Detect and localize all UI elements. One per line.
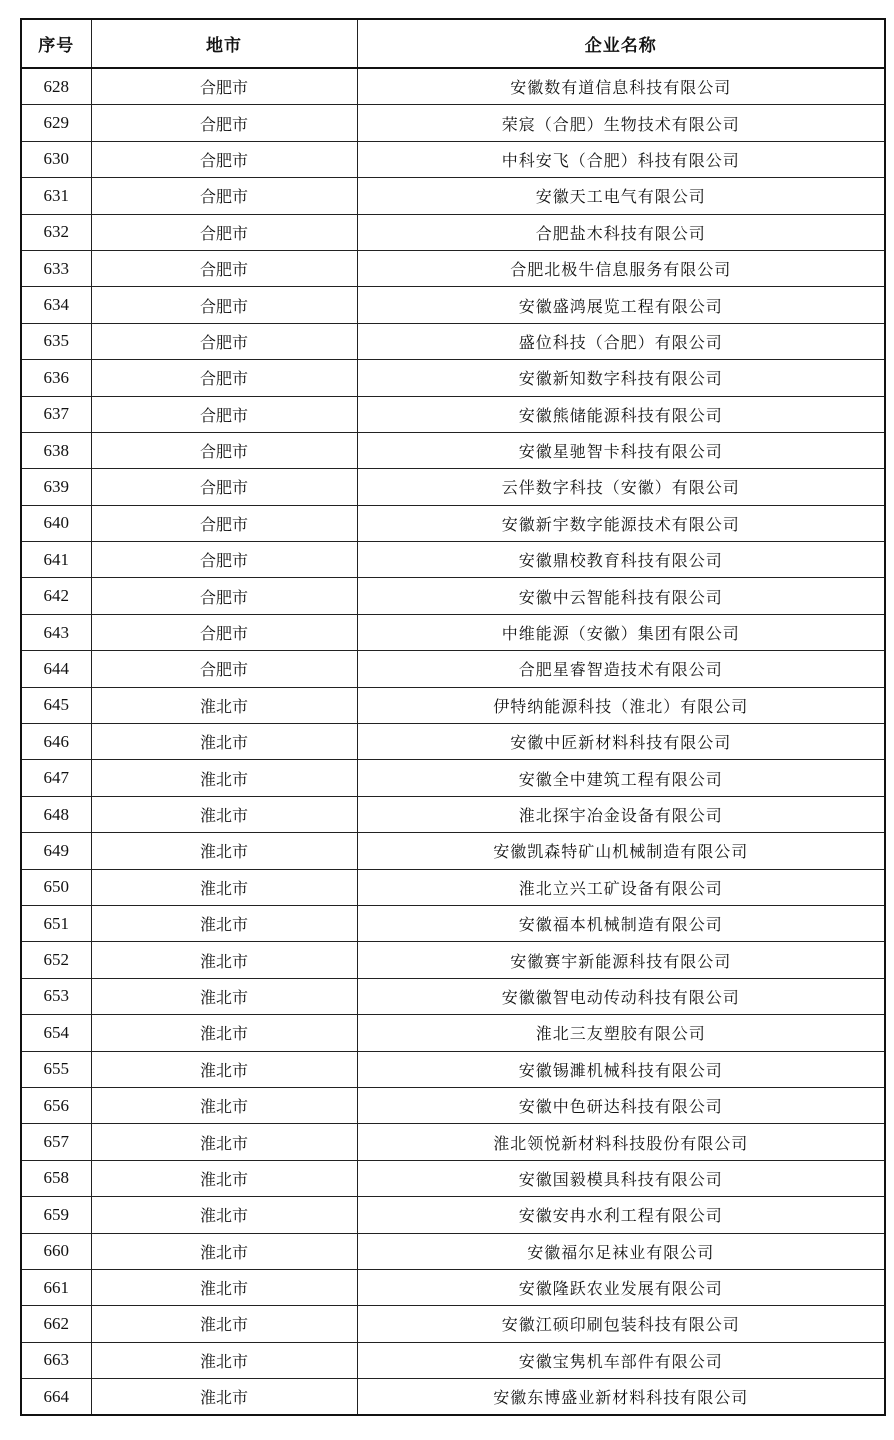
table-row xyxy=(21,869,885,905)
table-row xyxy=(21,978,885,1014)
row-city-cell: 淮北市 xyxy=(91,796,357,832)
row-seq-cell: 658 xyxy=(21,1160,91,1196)
row-company-cell: 安徽江硕印刷包装科技有限公司 xyxy=(357,1306,885,1342)
row-city-cell: 合肥市 xyxy=(91,141,357,177)
table-row xyxy=(21,1233,885,1269)
row-seq-cell: 644 xyxy=(21,651,91,687)
row-city-cell: 淮北市 xyxy=(91,1087,357,1123)
row-seq-cell: 643 xyxy=(21,614,91,650)
table-row xyxy=(21,469,885,505)
row-company-cell: 安徽徽智电动传动科技有限公司 xyxy=(357,978,885,1014)
row-seq-cell: 633 xyxy=(21,250,91,286)
row-company-cell: 安徽星驰智卡科技有限公司 xyxy=(357,432,885,468)
table-row xyxy=(21,432,885,468)
row-seq-cell: 631 xyxy=(21,178,91,214)
row-seq-cell: 645 xyxy=(21,687,91,723)
row-seq-cell: 642 xyxy=(21,578,91,614)
row-seq-cell: 637 xyxy=(21,396,91,432)
table-row xyxy=(21,105,885,141)
row-city-cell: 淮北市 xyxy=(91,1379,357,1416)
row-seq-cell: 654 xyxy=(21,1015,91,1051)
header-city: 地市 xyxy=(91,19,357,68)
row-city-cell: 合肥市 xyxy=(91,323,357,359)
row-seq-cell: 656 xyxy=(21,1087,91,1123)
row-city-cell: 合肥市 xyxy=(91,105,357,141)
row-company-cell: 安徽福尔足袜业有限公司 xyxy=(357,1233,885,1269)
row-company-cell: 安徽凯森特矿山机械制造有限公司 xyxy=(357,833,885,869)
row-city-cell: 淮北市 xyxy=(91,724,357,760)
enterprise-table xyxy=(20,18,886,1416)
table-row xyxy=(21,214,885,250)
row-company-cell: 安徽新知数字科技有限公司 xyxy=(357,360,885,396)
row-seq-cell: 639 xyxy=(21,469,91,505)
table-row xyxy=(21,578,885,614)
table-row xyxy=(21,1051,885,1087)
row-company-cell: 合肥盐木科技有限公司 xyxy=(357,214,885,250)
enterprise-list-sheet xyxy=(20,18,884,1416)
row-city-cell: 淮北市 xyxy=(91,1269,357,1305)
row-seq-cell: 630 xyxy=(21,141,91,177)
row-seq-cell: 661 xyxy=(21,1269,91,1305)
row-seq-cell: 660 xyxy=(21,1233,91,1269)
row-seq-cell: 632 xyxy=(21,214,91,250)
table-row xyxy=(21,542,885,578)
row-company-cell: 伊特纳能源科技（淮北）有限公司 xyxy=(357,687,885,723)
row-city-cell: 合肥市 xyxy=(91,432,357,468)
row-seq-cell: 657 xyxy=(21,1124,91,1160)
table-row xyxy=(21,905,885,941)
header-seq: 序号 xyxy=(21,19,91,68)
table-header-row xyxy=(21,19,885,68)
table-row xyxy=(21,1160,885,1196)
row-company-cell: 合肥北极牛信息服务有限公司 xyxy=(357,250,885,286)
row-company-cell: 淮北立兴工矿设备有限公司 xyxy=(357,869,885,905)
table-row xyxy=(21,1269,885,1305)
table-row xyxy=(21,1124,885,1160)
row-seq-cell: 653 xyxy=(21,978,91,1014)
table-row xyxy=(21,724,885,760)
row-seq-cell: 652 xyxy=(21,942,91,978)
row-company-cell: 荣宸（合肥）生物技术有限公司 xyxy=(357,105,885,141)
row-city-cell: 淮北市 xyxy=(91,1124,357,1160)
row-seq-cell: 650 xyxy=(21,869,91,905)
row-company-cell: 中维能源（安徽）集团有限公司 xyxy=(357,614,885,650)
row-company-cell: 淮北探宇冶金设备有限公司 xyxy=(357,796,885,832)
row-company-cell: 安徽天工电气有限公司 xyxy=(357,178,885,214)
row-city-cell: 合肥市 xyxy=(91,214,357,250)
table-row xyxy=(21,687,885,723)
row-company-cell: 安徽安冉水利工程有限公司 xyxy=(357,1197,885,1233)
row-seq-cell: 638 xyxy=(21,432,91,468)
row-seq-cell: 664 xyxy=(21,1379,91,1416)
row-city-cell: 淮北市 xyxy=(91,978,357,1014)
row-city-cell: 淮北市 xyxy=(91,760,357,796)
row-city-cell: 淮北市 xyxy=(91,869,357,905)
row-city-cell: 合肥市 xyxy=(91,68,357,105)
row-company-cell: 安徽中云智能科技有限公司 xyxy=(357,578,885,614)
row-seq-cell: 646 xyxy=(21,724,91,760)
row-seq-cell: 641 xyxy=(21,542,91,578)
table-row xyxy=(21,141,885,177)
row-seq-cell: 628 xyxy=(21,68,91,105)
table-row xyxy=(21,942,885,978)
row-seq-cell: 629 xyxy=(21,105,91,141)
row-company-cell: 安徽中色研达科技有限公司 xyxy=(357,1087,885,1123)
row-city-cell: 淮北市 xyxy=(91,942,357,978)
row-city-cell: 淮北市 xyxy=(91,1306,357,1342)
table-row xyxy=(21,1306,885,1342)
row-company-cell: 安徽国毅模具科技有限公司 xyxy=(357,1160,885,1196)
row-city-cell: 合肥市 xyxy=(91,614,357,650)
row-seq-cell: 634 xyxy=(21,287,91,323)
row-city-cell: 淮北市 xyxy=(91,1015,357,1051)
row-company-cell: 安徽熊储能源科技有限公司 xyxy=(357,396,885,432)
row-company-cell: 安徽新宇数字能源技术有限公司 xyxy=(357,505,885,541)
row-company-cell: 合肥星睿智造技术有限公司 xyxy=(357,651,885,687)
row-company-cell: 安徽东博盛业新材料科技有限公司 xyxy=(357,1379,885,1416)
table-row xyxy=(21,833,885,869)
row-company-cell: 安徽数有道信息科技有限公司 xyxy=(357,68,885,105)
row-company-cell: 安徽宝隽机车部件有限公司 xyxy=(357,1342,885,1378)
table-body xyxy=(21,68,885,1415)
row-company-cell: 安徽盛鸿展览工程有限公司 xyxy=(357,287,885,323)
row-city-cell: 合肥市 xyxy=(91,178,357,214)
row-city-cell: 淮北市 xyxy=(91,1197,357,1233)
row-city-cell: 淮北市 xyxy=(91,1160,357,1196)
row-seq-cell: 649 xyxy=(21,833,91,869)
row-city-cell: 合肥市 xyxy=(91,360,357,396)
row-company-cell: 盛位科技（合肥）有限公司 xyxy=(357,323,885,359)
row-company-cell: 安徽中匠新材料科技有限公司 xyxy=(357,724,885,760)
table-row xyxy=(21,68,885,105)
row-company-cell: 淮北三友塑胶有限公司 xyxy=(357,1015,885,1051)
table-row xyxy=(21,505,885,541)
table-row xyxy=(21,651,885,687)
row-city-cell: 淮北市 xyxy=(91,833,357,869)
row-seq-cell: 659 xyxy=(21,1197,91,1233)
row-city-cell: 淮北市 xyxy=(91,1233,357,1269)
table-row xyxy=(21,760,885,796)
row-city-cell: 淮北市 xyxy=(91,687,357,723)
row-city-cell: 合肥市 xyxy=(91,542,357,578)
table-row xyxy=(21,396,885,432)
row-city-cell: 淮北市 xyxy=(91,1051,357,1087)
row-seq-cell: 655 xyxy=(21,1051,91,1087)
row-city-cell: 淮北市 xyxy=(91,905,357,941)
row-company-cell: 淮北领悦新材料科技股份有限公司 xyxy=(357,1124,885,1160)
row-seq-cell: 662 xyxy=(21,1306,91,1342)
row-city-cell: 合肥市 xyxy=(91,250,357,286)
row-company-cell: 云伴数字科技（安徽）有限公司 xyxy=(357,469,885,505)
row-city-cell: 淮北市 xyxy=(91,1342,357,1378)
table-row xyxy=(21,1087,885,1123)
row-company-cell: 安徽赛宇新能源科技有限公司 xyxy=(357,942,885,978)
table-row xyxy=(21,796,885,832)
table-row xyxy=(21,360,885,396)
table-row xyxy=(21,287,885,323)
row-seq-cell: 648 xyxy=(21,796,91,832)
table-row xyxy=(21,1197,885,1233)
row-seq-cell: 651 xyxy=(21,905,91,941)
row-company-cell: 安徽锡濉机械科技有限公司 xyxy=(357,1051,885,1087)
row-city-cell: 合肥市 xyxy=(91,287,357,323)
row-city-cell: 合肥市 xyxy=(91,505,357,541)
table-row xyxy=(21,1342,885,1378)
table-row xyxy=(21,1015,885,1051)
table-row xyxy=(21,178,885,214)
row-seq-cell: 663 xyxy=(21,1342,91,1378)
row-city-cell: 合肥市 xyxy=(91,396,357,432)
row-city-cell: 合肥市 xyxy=(91,651,357,687)
table-row xyxy=(21,323,885,359)
row-company-cell: 安徽鼎校教育科技有限公司 xyxy=(357,542,885,578)
header-company: 企业名称 xyxy=(357,19,885,68)
row-company-cell: 安徽全中建筑工程有限公司 xyxy=(357,760,885,796)
row-city-cell: 合肥市 xyxy=(91,578,357,614)
table-row xyxy=(21,250,885,286)
row-city-cell: 合肥市 xyxy=(91,469,357,505)
row-seq-cell: 636 xyxy=(21,360,91,396)
row-company-cell: 中科安飞（合肥）科技有限公司 xyxy=(357,141,885,177)
row-seq-cell: 635 xyxy=(21,323,91,359)
table-row xyxy=(21,1379,885,1416)
row-seq-cell: 640 xyxy=(21,505,91,541)
row-company-cell: 安徽隆跃农业发展有限公司 xyxy=(357,1269,885,1305)
row-seq-cell: 647 xyxy=(21,760,91,796)
table-row xyxy=(21,614,885,650)
row-company-cell: 安徽福本机械制造有限公司 xyxy=(357,905,885,941)
